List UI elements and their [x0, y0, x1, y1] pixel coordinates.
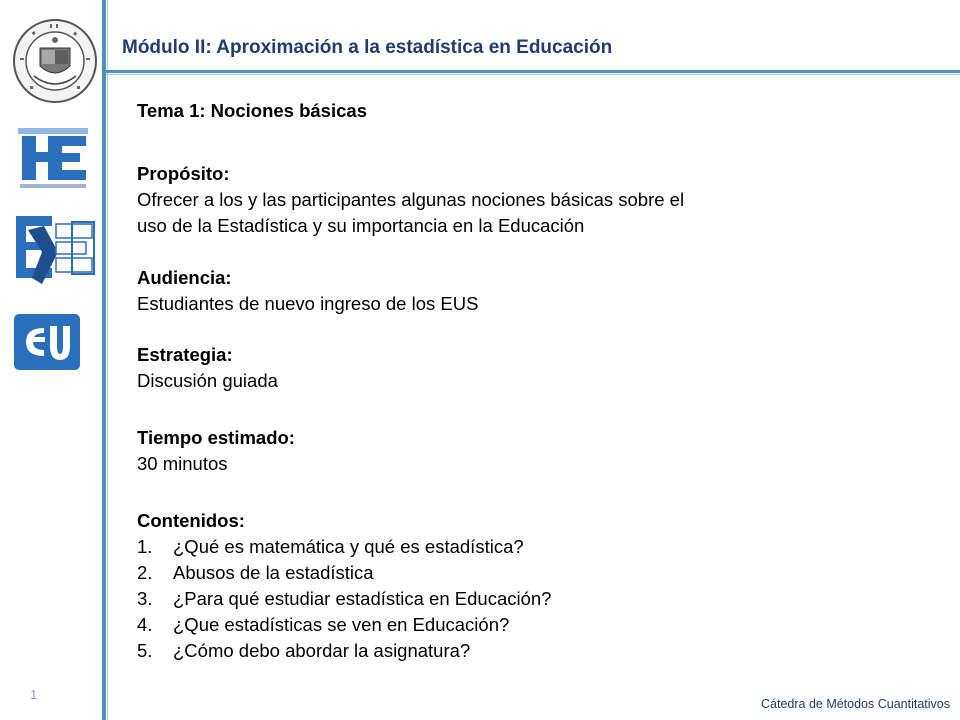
list-item: [137, 612, 551, 638]
list-item-number: 1.: [137, 536, 153, 557]
header-rule: [106, 70, 960, 73]
list-item-text: ¿Que estadísticas se ven en Educación?: [173, 614, 510, 635]
list-item: [137, 586, 551, 612]
audience-section: [137, 265, 478, 317]
list-item-number: 2.: [137, 562, 153, 583]
page-number: 1: [30, 687, 38, 702]
list-item-number: 4.: [137, 614, 153, 635]
contents-heading: Contenidos:: [137, 510, 245, 531]
list-item-text: ¿Para qué estudiar estadística en Educación?: [173, 588, 552, 609]
list-item: [137, 560, 551, 586]
time-text: 30 minutos: [137, 453, 228, 474]
purpose-heading: Propósito:: [137, 163, 230, 184]
purpose-line: uso de la Estadística y su importancia en la Educación: [137, 215, 585, 236]
he-faculty-logo: [16, 126, 90, 192]
contents-section: [137, 508, 551, 664]
ucv-seal-logo: [12, 18, 98, 104]
strategy-heading: Estrategia:: [137, 344, 233, 365]
time-heading: Tiempo estimado:: [137, 427, 295, 448]
list-item: [137, 638, 551, 664]
purpose-line: Ofrecer a los y las participantes algunas nociones básicas sobre el: [137, 189, 685, 210]
euv-logo: [14, 314, 80, 370]
audience-text: Estudiantes de nuevo ingreso de los EUS: [137, 293, 479, 314]
list-item-number: 5.: [137, 640, 153, 661]
list-item-text: Abusos de la estadística: [173, 562, 374, 583]
eehe-logo: [12, 212, 98, 288]
audience-heading: Audiencia:: [137, 267, 232, 288]
vertical-rule: [102, 0, 106, 720]
list-item-text: ¿Cómo debo abordar la asignatura?: [173, 640, 471, 661]
vertical-rule-light: [107, 0, 108, 720]
header-rule-light: [106, 74, 960, 75]
purpose-section: [137, 161, 684, 239]
slide-header-title: Módulo II: Aproximación a la estadística en Educación: [122, 37, 613, 58]
strategy-section: [137, 342, 278, 394]
footer-text: Cátedra de Métodos Cuantitativos: [761, 697, 950, 711]
topic-title: Tema 1: Nociones básicas: [137, 100, 367, 121]
strategy-text: Discusión guiada: [137, 370, 278, 391]
list-item-text: ¿Qué es matemática y qué es estadística?: [173, 536, 524, 557]
list-item: [137, 534, 551, 560]
contents-list: [137, 534, 551, 664]
list-item-number: 3.: [137, 588, 153, 609]
time-section: [137, 425, 295, 477]
